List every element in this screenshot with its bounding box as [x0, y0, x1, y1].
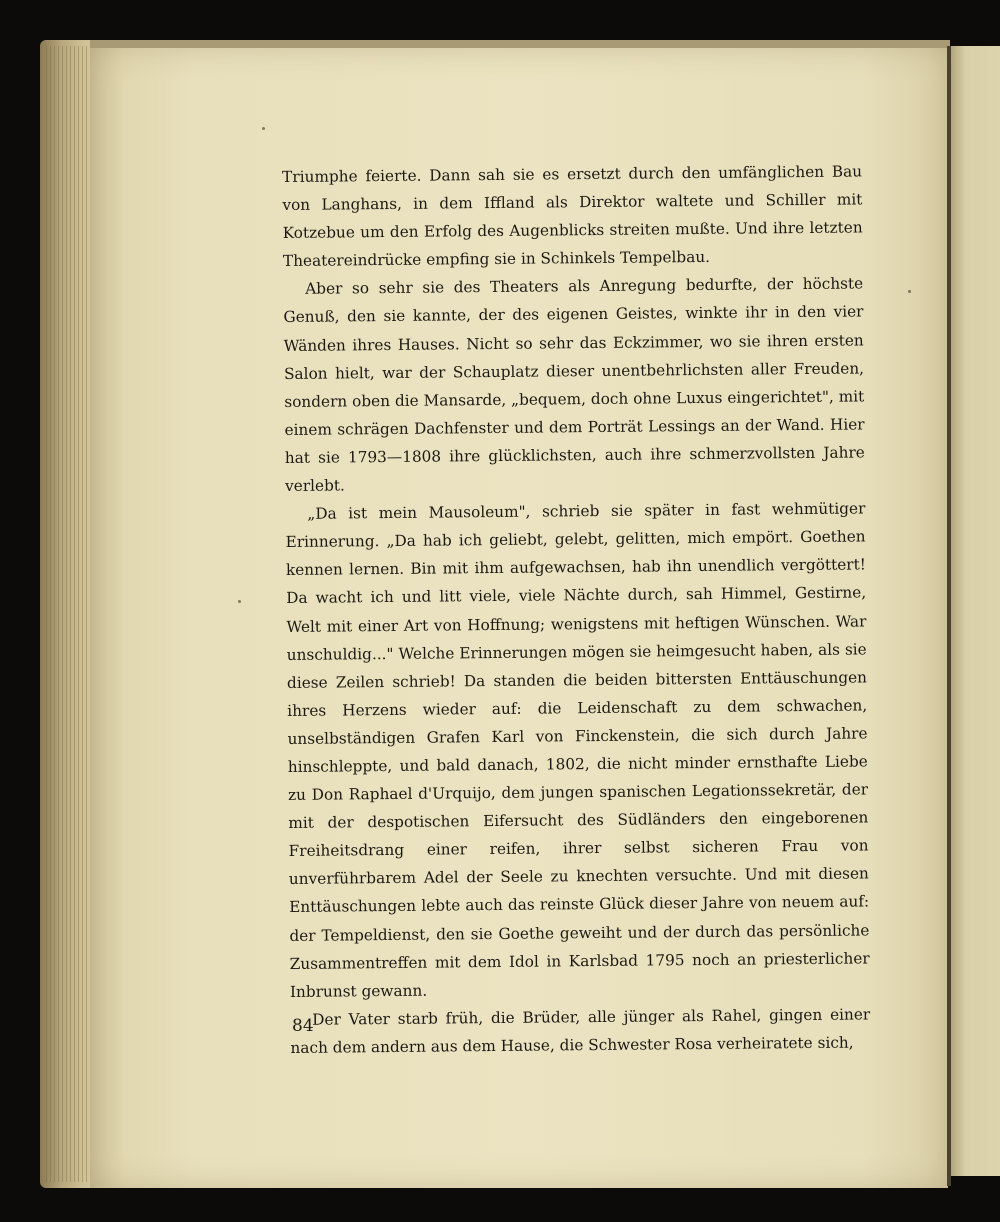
- paragraph: Triumphe feierte. Dann sah sie es ersetzt durch den umfänglichen Bau von Langhans, in dem Iffland als Direktor waltete und Schiller mit Kotzebue um den Erfolg des Augenblicks streiten mußte. Und ihre letzten Theatereindrücke empfing sie in Schinkels Tempelbau.: [282, 162, 863, 271]
- paragraph: „Da ist mein Mausoleum", schrieb sie später in fast wehmütiger Erinnerung. „Da hab ich geliebt, gelebt, gelitten, mich empört. Goethen kennen lernen. Bin mit ihm aufgewachsen, hab ihn unendlich vergöttert! Da wacht ich und litt viele, viele Nächte durch, sah Himmel, Gestirne, Welt mit einer Art von Hoffnung; wenigstens mit heftigen Wünschen. War unschuldig..." Welche Erinnerungen mögen sie heimgesucht haben, als sie diese Zeilen schrieb! Da standen die beiden bittersten Enttäuschungen ihres Herzens wieder auf: die Leidenschaft zu dem schwachen, unselbständigen Grafen Karl von Finckenstein, die sich durch Jahre hinschleppte, und bald danach, 1802, die nicht minder ernsthafte Liebe zu Don Raphael d'Urquijo, dem jungen spanischen Legationssekretär, der mit der despotischen Eifersucht des Südländers den eingeborenen Freiheitsdrang einer reifen, ihrer selbst sicheren Frau von unverführbarem Adel der Seele zu knechten versuchte. Und mit diesen Enttäuschungen lebte auch das reinste Glück dieser Jahre von neuem auf: der Tempeldienst, den sie Goethe geweiht und der durch das persönliche Zusammentreffen mit dem Idol in Karlsbad 1795 noch an priesterlicher Inbrunst gewann.: [285, 499, 870, 1001]
- page-number: 84: [292, 1016, 314, 1036]
- paper-speck: [262, 127, 265, 130]
- next-page-edge: [951, 46, 1000, 1176]
- body-text: [282, 157, 871, 1062]
- page-edges: [46, 46, 90, 1182]
- paper-speck: [908, 290, 911, 293]
- paper-speck: [238, 600, 241, 603]
- paragraph: Der Vater starb früh, die Brüder, alle jünger als Rahel, gingen einer nach dem andern aus dem Hause, die Schwester Rosa verheiratete sich,: [290, 1005, 871, 1057]
- paragraph: Aber so sehr sie des Theaters als Anregung bedurfte, der höchste Genuß, den sie kannte, der des eigenen Geistes, winkte ihr in den vier Wänden ihres Hauses. Nicht so sehr das Eckzimmer, wo sie ihren ersten Salon hielt, war der Schauplatz dieser unentbehrlichsten aller Freuden, sondern oben die Mansarde, „bequem, doch ohne Luxus eingerichtet", mit einem schrägen Dachfenster und dem Porträt Lessings an der Wand. Hier hat sie 1793—1808 ihre glücklichsten, auch ihre schmerzvollsten Jahre verlebt.: [283, 274, 865, 496]
